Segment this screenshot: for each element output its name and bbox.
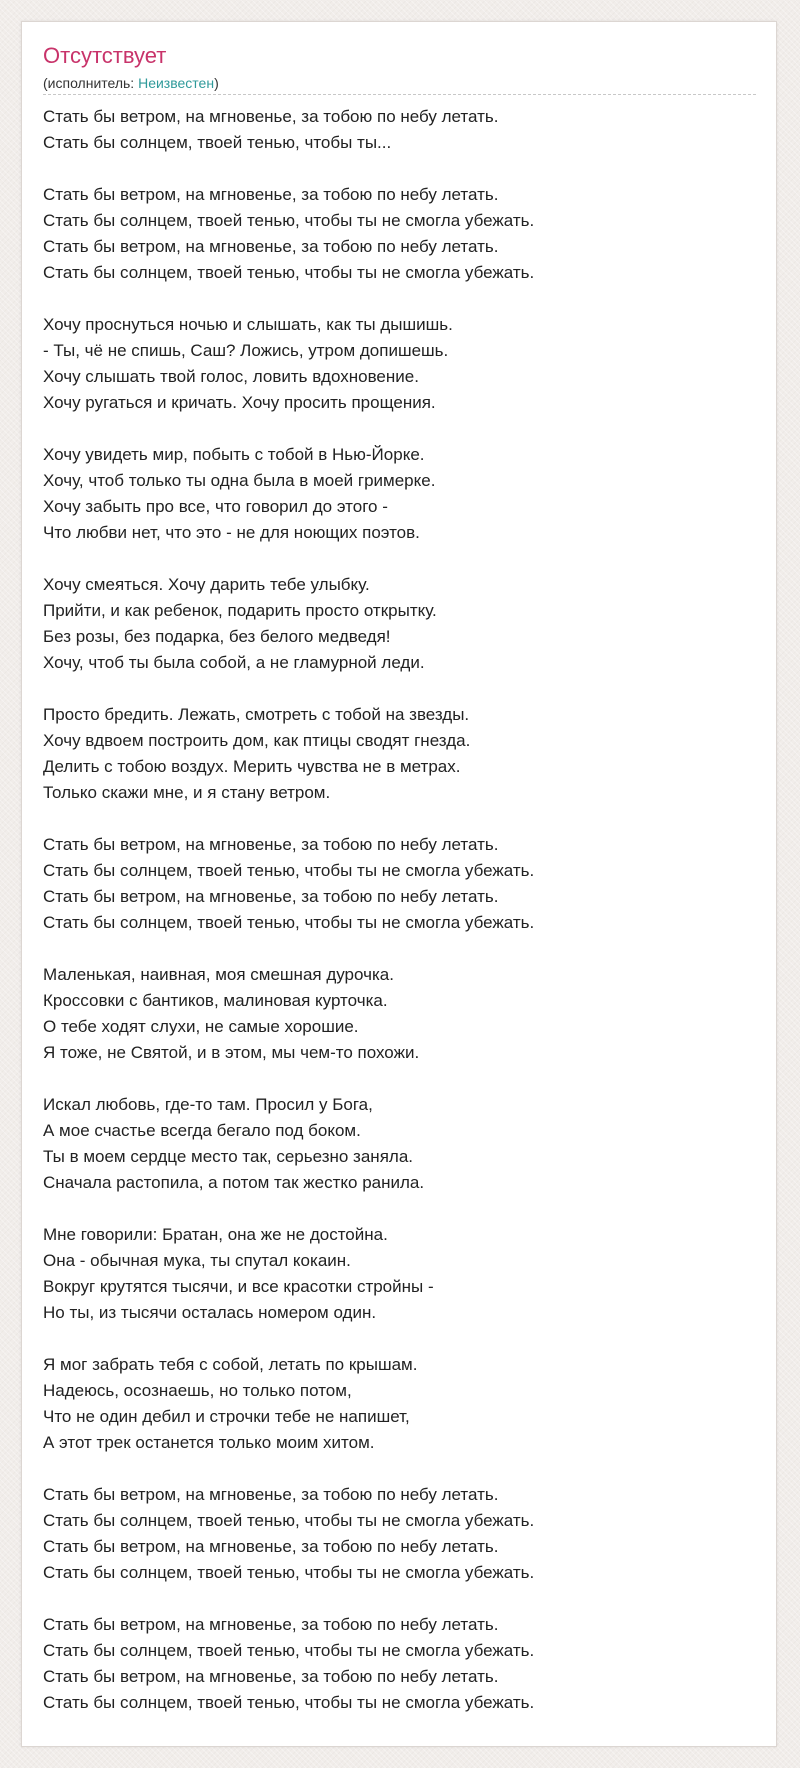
artist-label-close: ) <box>214 75 219 91</box>
artist-link[interactable]: Неизвестен <box>138 75 215 91</box>
lyrics-text: Стать бы ветром, на мгновенье, за тобою по небу летать. Стать бы солнцем, твоей тенью, чтобы ты... Стать бы ветром, на мгновенье, за тобою по небу летать. Стать бы солнцем, твоей тенью, чтобы ты не смогла убежать. Стать бы ветром, на мгновенье, за тобою по небу летать. Стать бы солнцем, твоей тенью, чтобы ты не смогла убежать. Хочу проснуться ночью и слышать, как ты дышишь. - Ты, чё не спишь, Саш? Ложись, утром допишешь. Хочу слышать твой голос, ловить вдохновение. Хочу ругаться и кричать. Хочу просить прощения. Хочу увидеть мир, побыть с тобой в Нью-Йорке. Хочу, чтоб только ты одна была в моей гримерке. Хочу забыть про все, что говорил до этого - Что любви нет, что это - не для ноющих поэтов. Хочу смеяться. Хочу дарить тебе улыбку. Прийти, и как ребенок, подарить просто открытку. Без розы, без подарка, без белого медведя! Хочу, чтоб ты была собой, а не гламурной леди. Просто бредить. Лежать, смотреть с тобой на звезды. Хочу вдвоем построить дом, как птицы сводят гнезда. Делить с тобою воздух. Мерить чувства не в метрах. Только скажи мне, и я стану ветром. Стать бы ветром, на мгновенье, за тобою по небу летать. Стать бы солнцем, твоей тенью, чтобы ты не смогла убежать. Стать бы ветром, на мгновенье, за тобою по небу летать. Стать бы солнцем, твоей тенью, чтобы ты не смогла убежать. Маленькая, наивная, моя смешная дурочка. Кроссовки с бантиков, малиновая курточка. О тебе ходят слухи, не самые хорошие. Я тоже, не Святой, и в этом, мы чем-то похожи. Искал любовь, где-то там. Просил у Бога, А мое счастье всегда бегало под боком. Ты в моем сердце место так, серьезно заняла. Сначала растопила, а потом так жестко ранила. Мне говорили: Братан, она же не достойна. Она - обычная мука, ты спутал кокаин. Вокруг крутятся тысячи, и все красотки стройны - Но ты, из тысячи осталась номером один. Я мог забрать тебя с собой, летать по крышам. Надеюсь, осознаешь, но только потом, Что не один дебил и строчки тебе не напишет, А этот трек останется только моим хитом. Стать бы ветром, на мгновенье, за тобою по небу летать. Стать бы солнцем, твоей тенью, чтобы ты не смогла убежать. Стать бы ветром, на мгновенье, за тобою по небу летать. Стать бы солнцем, твоей тенью, чтобы ты не смогла убежать. Стать бы ветром, на мгновенье, за тобою по небу летать. Стать бы солнцем, твоей тенью, чтобы ты не смогла убежать. Стать бы ветром, на мгновенье, за тобою по небу летать. Стать бы солнцем, твоей тенью, чтобы ты не смогла убежать. <box>43 107 535 1712</box>
song-title: Отсутствует <box>43 43 167 68</box>
lyrics-card <box>21 21 777 1747</box>
artist-line <box>43 74 219 92</box>
artist-label-open: (исполнитель: <box>43 75 139 91</box>
title-divider <box>43 94 756 95</box>
